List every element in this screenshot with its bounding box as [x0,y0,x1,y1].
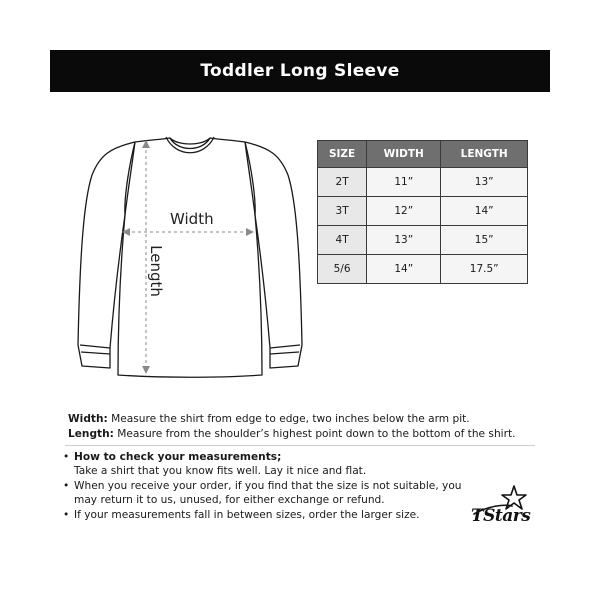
size-chart-table [317,140,528,284]
table-row [318,168,528,197]
note-returns [63,480,463,507]
column-header-size: SIZE [318,141,367,168]
long-sleeve-shirt-icon [70,130,310,390]
length-cell: 13” [441,168,528,197]
length-cell: 14” [441,197,528,226]
width-cell: 11” [367,168,441,197]
table-row [318,197,528,226]
length-measure-label: Length [147,245,165,297]
shirt-diagram [70,130,310,390]
width-definition [68,412,548,427]
size-cell: 3T [318,197,367,226]
page-title: Toddler Long Sleeve [200,61,400,81]
length-cell: 17.5” [441,255,528,284]
column-header-length: LENGTH [441,141,528,168]
measurement-definitions [68,412,548,442]
width-term: Width: [68,413,108,425]
width-description: Measure the shirt from edge to edge, two inches below the arm pit. [107,413,470,425]
table-header-row [318,141,528,168]
between-sizes-text: If your measurements fall in between sizes, order the larger size. [74,509,420,521]
bullet-icon: • [63,451,70,463]
table-row [318,226,528,255]
size-cell: 5/6 [318,255,367,284]
column-header-width: WIDTH [367,141,441,168]
length-term: Length: [68,428,114,440]
how-to-heading: How to check your measurements; [74,451,282,463]
length-cell: 15” [441,226,528,255]
measurement-notes [63,451,463,525]
size-cell: 4T [318,226,367,255]
table-row [318,255,528,284]
width-cell: 12” [367,197,441,226]
width-measure-label: Width [170,210,214,228]
note-between-sizes [63,509,463,523]
bullet-icon: • [63,509,70,521]
section-divider [65,445,535,446]
size-cell: 2T [318,168,367,197]
title-banner [50,50,550,92]
bullet-icon: • [63,480,70,492]
note-how-to-check [63,451,463,478]
how-to-text: Take a shirt that you know fits well. Lay it nice and flat. [74,464,367,477]
length-description: Measure from the shoulder’s highest point down to the bottom of the shirt. [113,428,516,440]
length-definition [68,427,548,442]
width-cell: 14” [367,255,441,284]
returns-text: When you receive your order, if you find that the size is not suitable, you may return it to us, unused, for either exchange or refund. [74,480,462,506]
width-cell: 13” [367,226,441,255]
brand-logo-text: TStars [471,506,531,526]
